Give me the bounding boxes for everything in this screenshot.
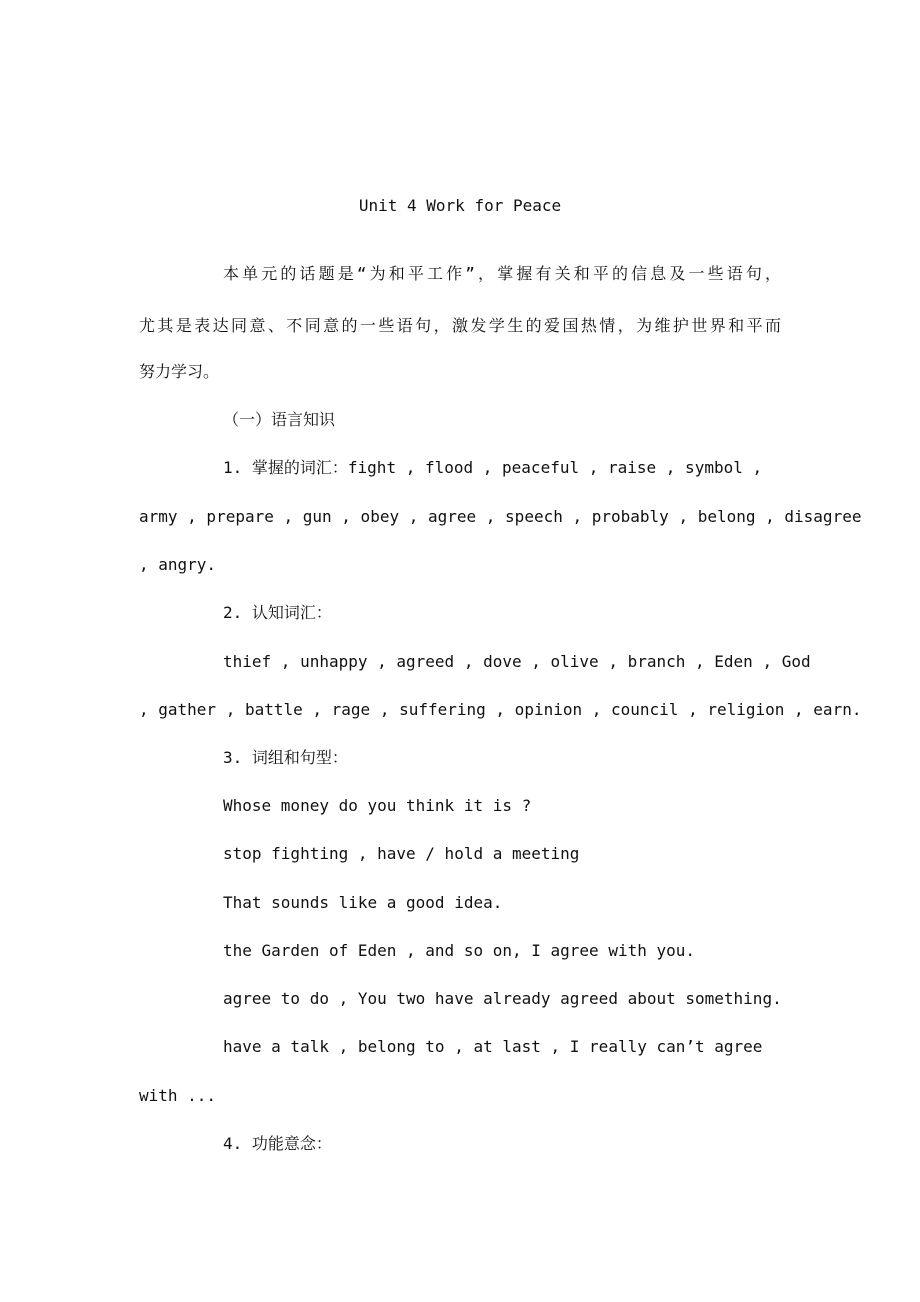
unit-title: Unit 4 Work for Peace	[358, 196, 562, 215]
phrase-line-2: stop fighting , have / hold a meeting	[223, 844, 580, 863]
intro-line-1: 本单元的话题是“为和平工作”，掌握有关和平的信息及一些语句，	[223, 264, 781, 283]
phrase-line-6: have a talk , belong to , at last , I really can’t agree	[223, 1037, 763, 1056]
phrase-line-4: the Garden of Eden , and so on, I agree with you.	[223, 941, 696, 960]
recognition-vocab-label: 2. 认知词汇：	[223, 603, 332, 622]
recognition-vocab-line-1: thief , unhappy , agreed , dove , olive , branch , Eden , God	[223, 652, 811, 671]
function-label: 4. 功能意念：	[223, 1134, 332, 1153]
vocab-words-1: fight , flood , peaceful , raise , symbol ,	[347, 458, 763, 477]
intro-line-3: 努力学习。	[139, 362, 220, 381]
phrase-line-3: That sounds like a good idea.	[223, 893, 503, 912]
phrase-line-5: agree to do , You two have already agreed about something.	[223, 989, 782, 1008]
section-heading: （一）语言知识	[223, 410, 336, 429]
vocab-line-2: army , prepare , gun , obey , agree , speech , probably , belong , disagree	[139, 507, 862, 526]
intro-line-2: 尤其是表达同意、不同意的一些语句，激发学生的爱国热情，为维护世界和平而	[139, 316, 781, 335]
vocab-line-1	[223, 458, 763, 478]
recognition-vocab-line-2: , gather , battle , rage , suffering , opinion , council , religion , earn.	[139, 700, 862, 719]
vocab-line-3: , angry.	[139, 555, 217, 574]
vocab-label: 1. 掌握的词汇：	[223, 458, 348, 477]
phrase-continuation: with ...	[139, 1086, 217, 1105]
phrases-label: 3. 词组和句型：	[223, 748, 348, 767]
phrase-line-1: Whose money do you think it is ?	[223, 796, 532, 815]
